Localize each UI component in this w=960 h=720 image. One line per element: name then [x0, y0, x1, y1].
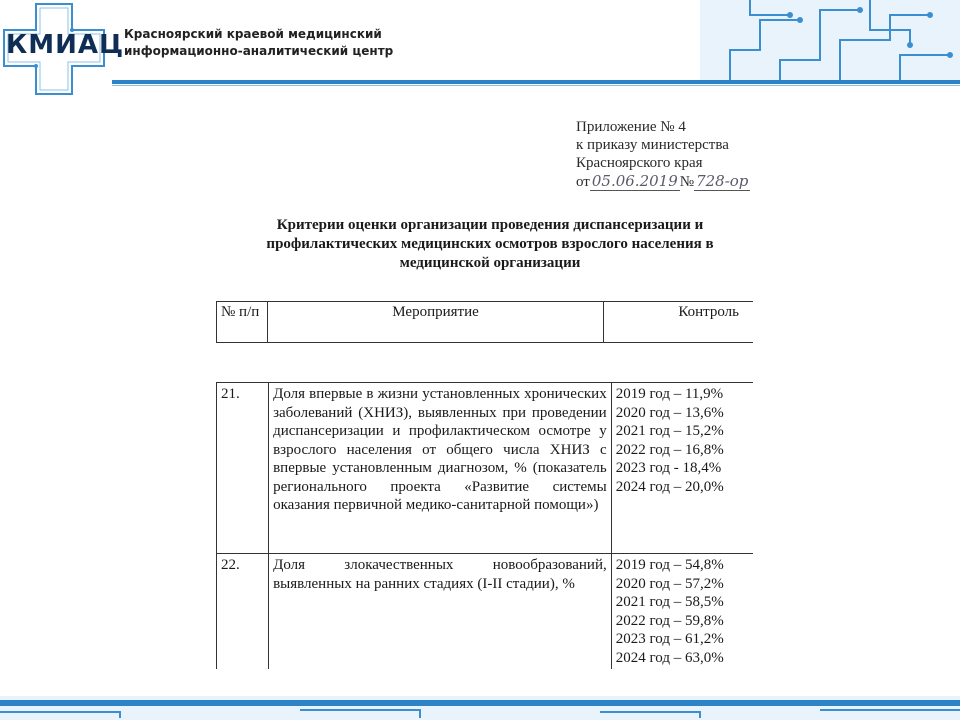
table-row [217, 383, 754, 554]
column-header-control: Контроль [603, 302, 753, 343]
logo [0, 0, 125, 98]
row-event: Доля впервые в жизни установленных хронических заболеваний (ХНИЗ), выявленных при проведении диспансеризации и профилактическом осмотре у взрослого населения от общего числа ХНИЗ с впервые установленным диагнозом, % (показатель регионального проекта «Развитие системы оказания первичной медико-санитарной помощи») [269, 383, 612, 554]
appendix-block: Приложение № 4 к приказу министерства Красноярского края от 05.06.2019 № 728-ор [576, 119, 749, 190]
handwritten-number: 728-ор [696, 172, 749, 190]
row-control: 2019 год – 11,9% 2020 год – 13,6% 2021 год – 15,2% 2022 год – 16,8% 2023 год - 18,4% 2024 год – 20,0% [611, 383, 753, 554]
logo-text: КМИАЦ [6, 30, 125, 60]
criteria-table [216, 382, 753, 669]
row-event: Доля злокачественных новообразований, выявленных на ранних стадиях (I-II стадии), % [269, 554, 612, 670]
handwritten-date: 05.06.2019 [591, 172, 678, 190]
row-number: 22. [217, 554, 269, 670]
footer-decoration [0, 690, 960, 720]
row-number: 21. [217, 383, 269, 554]
column-header-number: № п/п [217, 302, 268, 343]
header-divider [112, 80, 960, 84]
document-title: Критерии оценки организации проведения диспансеризации и профилактических медицинских осмотров взрослого населения в медицинской организации [266, 217, 714, 271]
organization-name: Красноярский краевой медицинский информационно-аналитический центр [124, 27, 394, 58]
header-divider-thin [112, 85, 960, 86]
row-control: 2019 год – 54,8% 2020 год – 57,2% 2021 год – 58,5% 2022 год – 59,8% 2023 год – 61,2% 2024 год – 63,0% [611, 554, 753, 670]
table-header [216, 301, 753, 343]
order-reference: от 05.06.2019 № 728-ор [576, 172, 749, 190]
table-row [217, 554, 754, 670]
column-header-event: Мероприятие [268, 302, 604, 343]
circuit-decoration [700, 0, 960, 82]
